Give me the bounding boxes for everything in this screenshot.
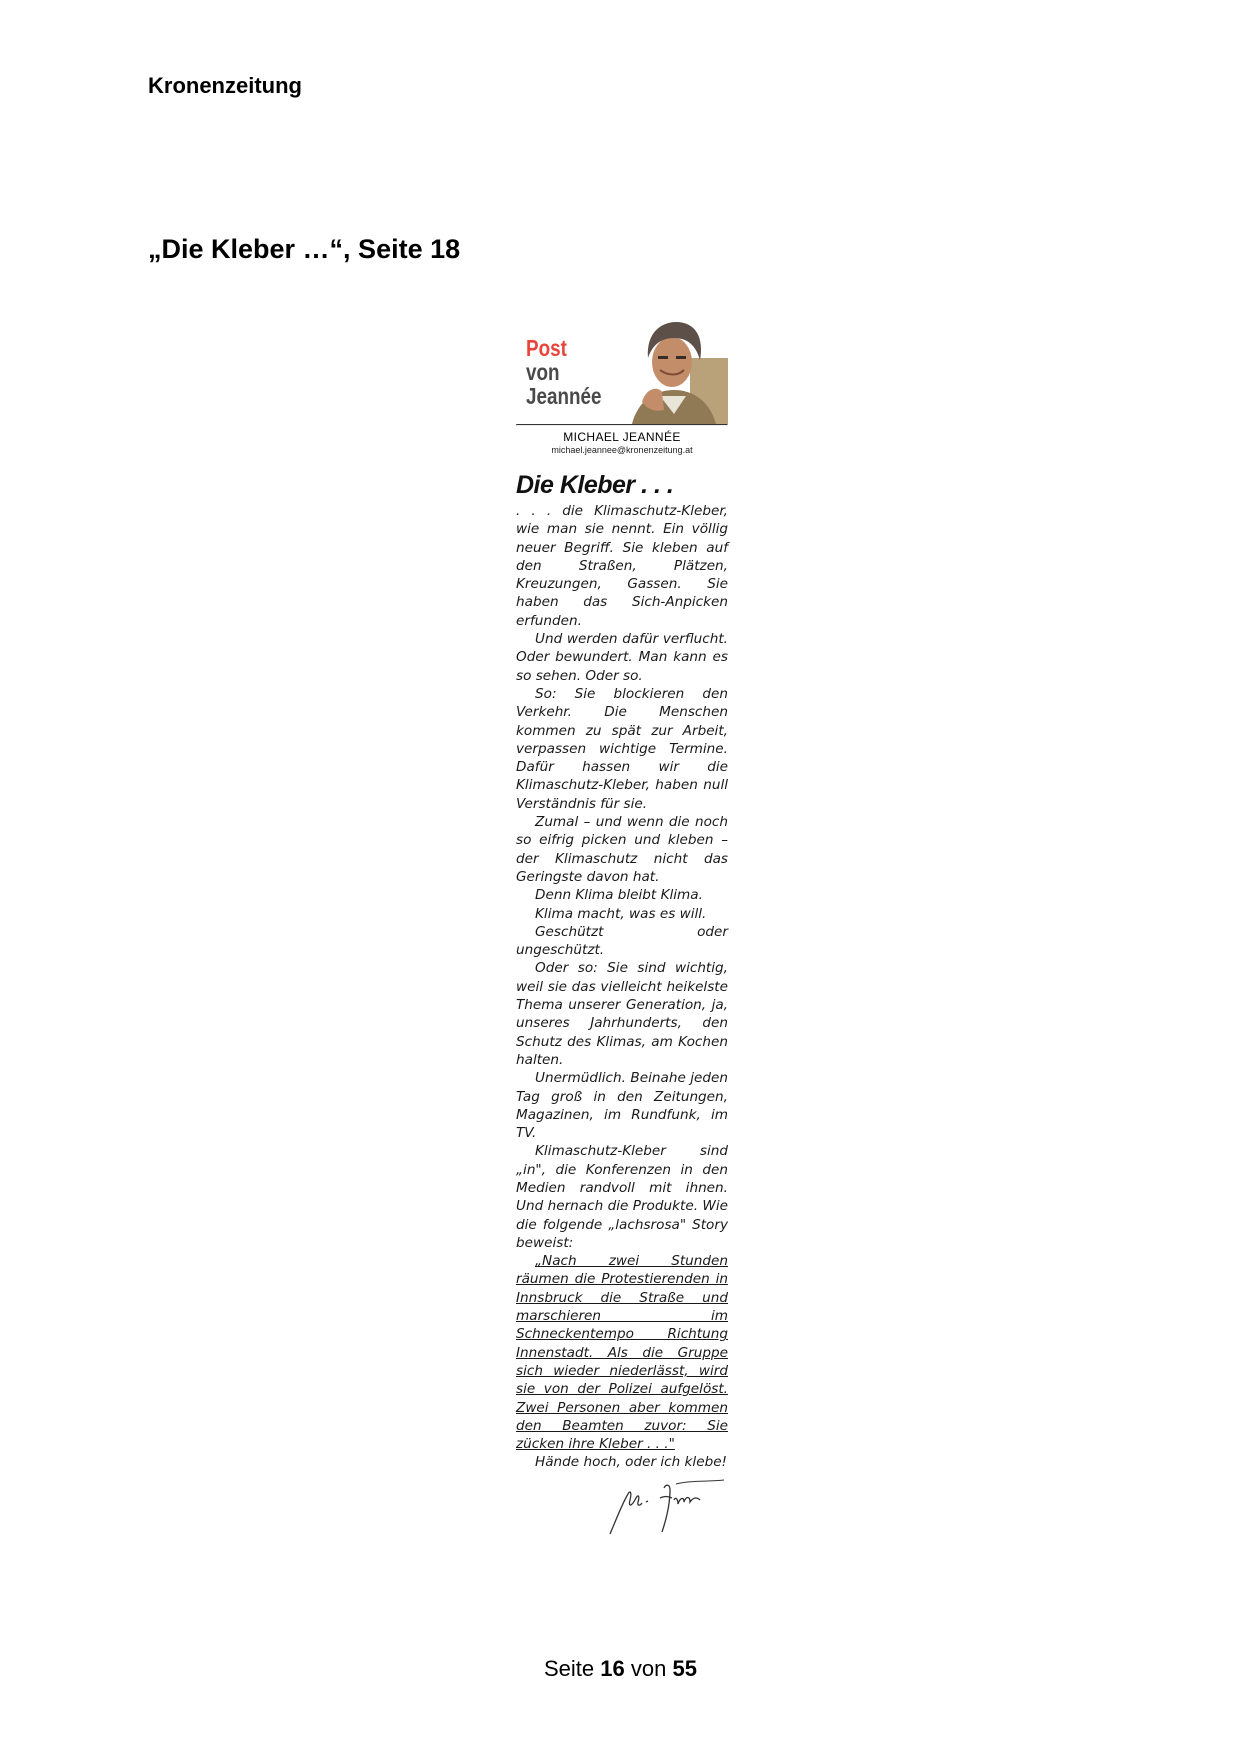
article-quote: „Nach zwei Stunden räumen die Protestierenden in Innsbruck die Straße und marschieren im Schneckentempo Richtung Innenstadt. Als die Gruppe sich wieder niederlässt, wird sie von der Polizei aufgelöst. Zwei Personen aber kommen den Beamten zuvor: Sie zücken ihre Kleber . . ." [516,1253,728,1453]
article-paragraph: Geschützt oder ungeschützt. [516,923,728,959]
section-title: „Die Kleber …“, Seite 18 [148,234,461,264]
article-closing: Hände hoch, oder ich klebe! [535,1454,728,1471]
article-body [516,502,728,1472]
article-paragraph: So: Sie blockieren den Verkehr. Die Menschen kommen zu spät zur Arbeit, verpassen wichtige Termine. Dafür hassen wir die Klimaschutz-Kleber, haben null Verständnis für sie. [516,685,728,812]
page-footer [0,1656,1241,1682]
column-masthead [516,318,728,424]
column-name-word-von: von [526,359,560,385]
author-portrait [612,318,728,424]
author-email: michael.jeannee@kronenzeitung.at [551,445,693,455]
article-paragraph: Klimaschutz-Kleber sind „in", die Konferenzen in den Medien randvoll mit ihnen. Und hernach die Produkte. Wie die folgende „lachsrosa" Story beweist: [516,1143,728,1251]
footer-current-page: 16 [600,1656,625,1681]
article-paragraph: Denn Klima bleibt Klima. [535,887,703,904]
article-paragraph: Klima macht, was es will. [535,905,707,922]
article-paragraph: Und werden dafür verflucht. Oder bewundert. Man kann es so sehen. Oder so. [516,631,728,684]
document-source: Kronenzeitung [148,73,302,98]
article-paragraph: Unermüdlich. Beinahe jeden Tag groß in den Zeitungen, Magazinen, im Rundfunk, im TV. [516,1070,728,1142]
article-paragraph: Zumal – und wenn die noch so eifrig picken und kleben – der Klimaschutz nicht das Geringste davon hat. [516,814,728,885]
article-paragraph: Oder so: Sie sind wichtig, weil sie das vielleicht heikelste Thema unserer Generation, ja, unseres Jahrhunderts, den Schutz des Klimas, am Kochen halten. [516,960,728,1068]
article-paragraph: . . . die Klimaschutz-Kleber, wie man sie nennt. Ein völlig neuer Begriff. Sie kleben auf den Straßen, Plätzen, Kreuzungen, Gassen. Sie haben das Sich-Anpicken erfunden. [516,503,728,629]
footer-von: von [630,1656,667,1681]
masthead-divider [516,424,728,426]
author-name: MICHAEL JEANNÉE [563,430,681,444]
article-headline: Die Kleber . . . [516,471,674,499]
footer-page-label: Seite [544,1656,595,1681]
newspaper-clipping [516,318,728,1538]
column-name-word-post: Post [526,335,567,361]
column-name-word-author: Jeannée [526,383,602,409]
footer-total-pages: 55 [672,1656,697,1681]
author-signature [606,1470,726,1538]
column-name [526,336,601,408]
